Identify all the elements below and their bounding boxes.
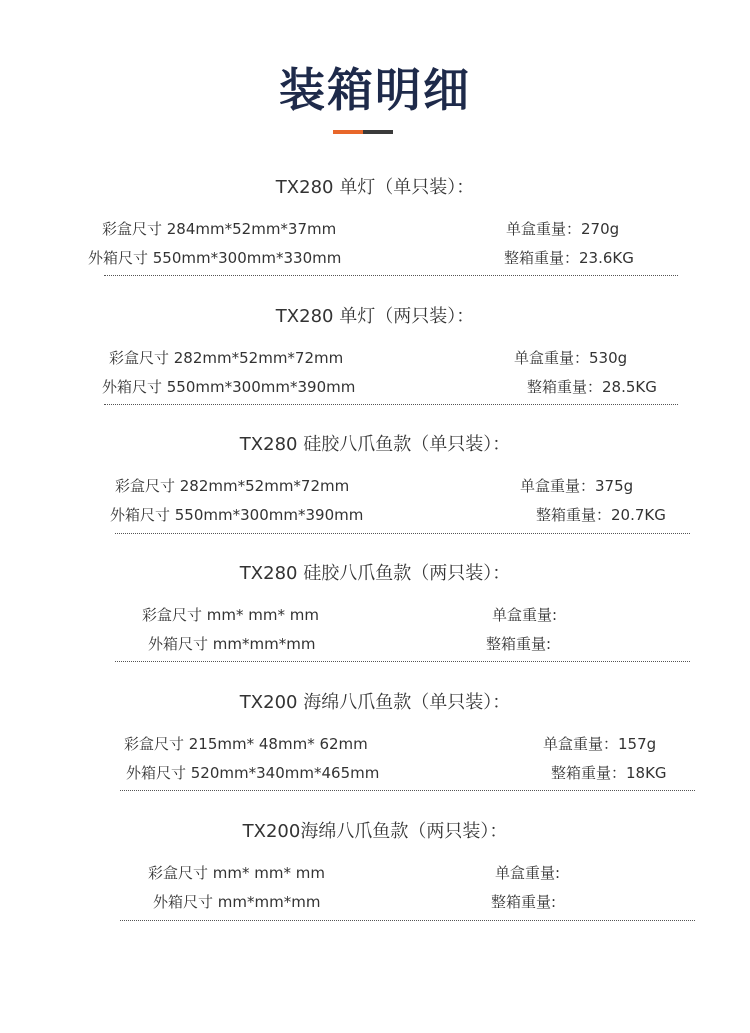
box-weight: 单盒重量：157g <box>543 735 657 753</box>
box-weight: 单盒重量：270g <box>506 220 620 238</box>
section-heading: TX280 硅胶八爪鱼款（单只装）： <box>239 434 511 455</box>
color-box-size: 彩盒尺寸 284mm*52mm*37mm <box>102 220 337 238</box>
section-heading: TX280 单灯（两只装）： <box>275 306 475 327</box>
section-heading: TX200 海绵八爪鱼款（单只装）： <box>239 692 511 713</box>
section-divider <box>115 661 690 662</box>
outer-box-size: 外箱尺寸 550mm*300mm*390mm <box>102 378 356 396</box>
carton-weight: 整箱重量：28.5KG <box>527 378 657 396</box>
outer-box-size: 外箱尺寸 mm*mm*mm <box>153 893 321 911</box>
box-weight: 单盒重量：375g <box>520 477 634 495</box>
carton-weight: 整箱重量：20.7KG <box>536 506 666 524</box>
carton-weight: 整箱重量: <box>486 635 552 653</box>
section-heading: TX200海绵八爪鱼款（两只装）： <box>242 821 508 842</box>
section-divider <box>120 920 695 921</box>
section-heading: TX280 硅胶八爪鱼款（两只装）： <box>239 563 511 584</box>
section-divider <box>104 275 678 276</box>
carton-weight: 整箱重量：23.6KG <box>504 249 634 267</box>
page-title: 装箱明细 <box>279 63 471 117</box>
color-box-size: 彩盒尺寸 282mm*52mm*72mm <box>115 477 350 495</box>
color-box-size: 彩盒尺寸 215mm* 48mm* 62mm <box>124 735 368 753</box>
color-box-size: 彩盒尺寸 282mm*52mm*72mm <box>109 349 344 367</box>
title-underline-dark <box>363 130 393 134</box>
outer-box-size: 外箱尺寸 550mm*300mm*330mm <box>88 249 342 267</box>
section-divider <box>120 790 695 791</box>
outer-box-size: 外箱尺寸 550mm*300mm*390mm <box>110 506 364 524</box>
carton-weight: 整箱重量: <box>491 893 557 911</box>
section-heading: TX280 单灯（单只装）： <box>275 177 475 198</box>
title-underline <box>333 130 393 134</box>
section-divider <box>104 404 678 405</box>
title-underline-orange <box>333 130 363 134</box>
box-weight: 单盒重量：530g <box>514 349 628 367</box>
box-weight: 单盒重量: <box>495 864 561 882</box>
section-divider <box>115 533 690 534</box>
color-box-size: 彩盒尺寸 mm* mm* mm <box>148 864 325 882</box>
color-box-size: 彩盒尺寸 mm* mm* mm <box>142 606 319 624</box>
outer-box-size: 外箱尺寸 520mm*340mm*465mm <box>126 764 380 782</box>
carton-weight: 整箱重量：18KG <box>551 764 667 782</box>
box-weight: 单盒重量: <box>492 606 558 624</box>
outer-box-size: 外箱尺寸 mm*mm*mm <box>148 635 316 653</box>
